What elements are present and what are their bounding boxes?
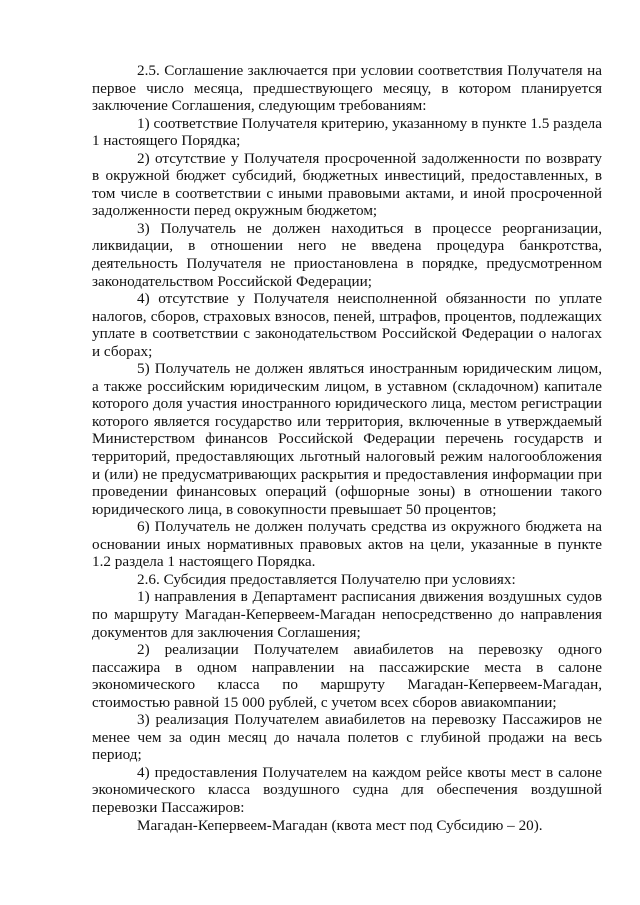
paragraph-2-6-intro: 2.6. Субсидия предоставляется Получателю при условиях:	[137, 570, 516, 588]
paragraph-2-5-item-6: 6) Получатель не должен получать средства из окружного бюджета на основании иных нормативных правовых актов на цели, указанные в пункте 1.2 раздела 1 настоящего Порядка.	[92, 518, 602, 571]
paragraph-2-5-intro: 2.5. Соглашение заключается при условии соответствия Получателя на первое число месяца, предшествующего месяцу, в котором планируется заключение Соглашения, следующим требованиям:	[92, 62, 602, 115]
paragraph-2-5-item-2: 2) отсутствие у Получателя просроченной задолженности по возврату в окружной бюджет субсидий, бюджетных инвестиций, предоставленных, в том числе в соответствии с иными правовыми актами, и иной просроченной задолженности перед окружным бюджетом;	[92, 149, 602, 220]
paragraph-2-6-item-1: 1) направления в Департамент расписания движения воздушных судов по маршруту Магадан-Кепервеем-Магадан непосредственно до направления документов для заключения Соглашения;	[92, 588, 602, 641]
paragraph-2-6-item-4: 4) предоставления Получателем на каждом рейсе квоты мест в салоне экономического класса воздушного судна для обеспечения воздушной перевозки Пассажиров:	[92, 763, 602, 816]
paragraph-2-5-item-5: 5) Получатель не должен являться иностранным юридическим лицом, а также российским юридическим лицом, в уставном (складочном) капитале которого доля участия иностранного юридического лица, местом регистрации которого является государство или территория, включенные в утверждаемый Министерством финансов Российской Федерации перечень государств и территорий, предоставляющих льготный налоговый режим налогообложения и (или) не предусматривающих раскрытия и предоставления информации при проведении финансовых операций (офшорные зоны) в отношении такого юридического лица, в совокупности превышает 50 процентов;	[92, 360, 602, 518]
paragraph-quota-route: Магадан-Кепервеем-Магадан (квота мест под Субсидию – 20).	[137, 816, 543, 834]
paragraph-2-5-item-1: 1) соответствие Получателя критерию, указанному в пункте 1.5 раздела 1 настоящего Порядка;	[92, 114, 602, 150]
paragraph-2-6-item-3: 3) реализация Получателем авиабилетов на перевозку Пассажиров не менее чем за один месяц до начала полетов с глубиной продажи на весь период;	[92, 711, 602, 764]
paragraph-2-6-item-2: 2) реализации Получателем авиабилетов на перевозку одного пассажира в одном направлении на пассажирские места в салоне экономического класса по маршруту Магадан-Кепервеем-Магадан, стоимостью равной 15 000 рублей, с учетом всех сборов авиакомпании;	[92, 641, 602, 711]
paragraph-2-5-item-3: 3) Получатель не должен находиться в процессе реорганизации, ликвидации, в отношении него не введена процедура банкротства, деятельность Получателя не приостановлена в порядке, предусмотренном законодательством Российской Федерации;	[92, 219, 602, 290]
paragraph-2-5-item-4: 4) отсутствие у Получателя неисполненной обязанности по уплате налогов, сборов, страховых взносов, пеней, штрафов, процентов, подлежащих уплате в соответствии с законодательством Российской Федерации о налогах и сборах;	[92, 290, 602, 360]
document-body	[92, 62, 602, 834]
